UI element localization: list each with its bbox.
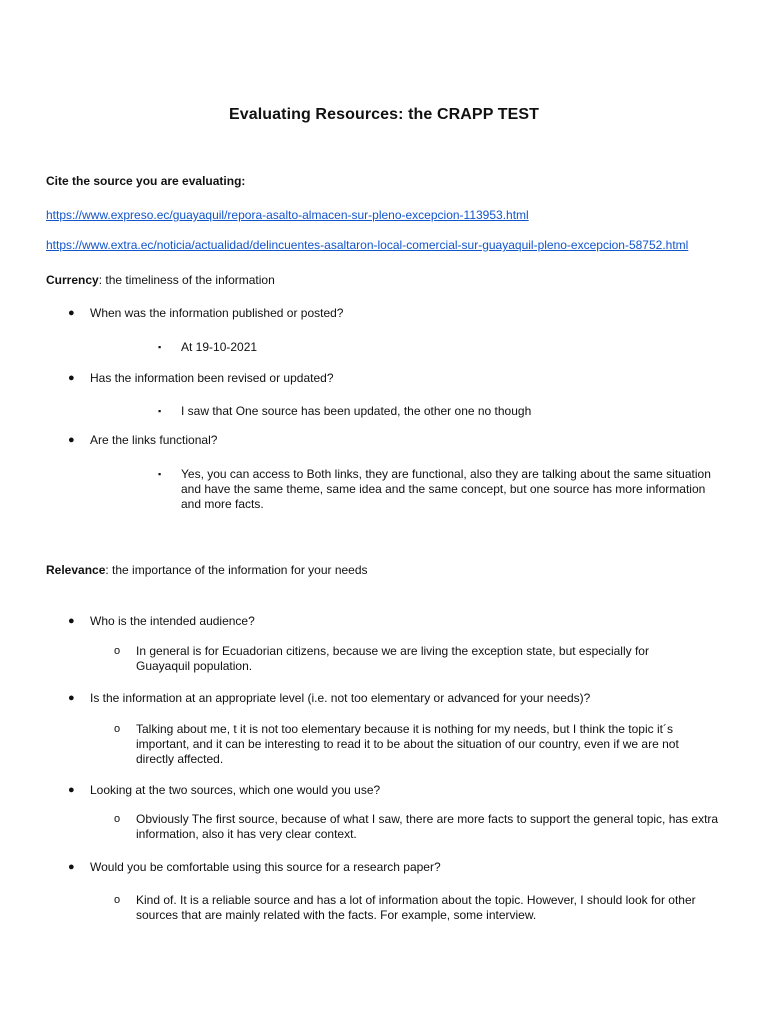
cite-label: Cite the source you are evaluating:: [46, 174, 246, 188]
relevance-label: Relevance: [46, 563, 106, 577]
currency-question-2: Has the information been revised or updated?: [90, 371, 334, 385]
circle-bullet-icon: o: [114, 894, 121, 906]
currency-question-3: Are the links functional?: [90, 433, 218, 447]
currency-question-1: When was the information published or posted?: [90, 306, 344, 320]
currency-heading: [46, 273, 275, 288]
circle-bullet-icon: o: [114, 813, 121, 825]
source-link-2[interactable]: https://www.extra.ec/noticia/actualidad/delincuentes-asaltaron-local-comercial-sur-guayaquil-pleno-excepcion-58752.html: [46, 238, 689, 252]
square-bullet-icon: ▪: [158, 469, 162, 479]
page-title: Evaluating Resources: the CRAPP TEST: [228, 106, 540, 123]
circle-bullet-icon: o: [114, 723, 121, 735]
relevance-question-1: Who is the intended audience?: [90, 614, 255, 628]
bullet-icon: ●: [68, 615, 75, 627]
currency-description: : the timeliness of the information: [98, 273, 275, 287]
square-bullet-icon: ▪: [158, 406, 162, 416]
currency-label: Currency: [46, 273, 99, 287]
bullet-icon: ●: [68, 434, 75, 446]
bullet-icon: ●: [68, 307, 75, 319]
bullet-icon: ●: [68, 692, 75, 704]
currency-answer-3: Yes, you can access to Both links, they are functional, also they are talking about the same situation and have the same theme, same idea and the same concept, but one source has more information and more facts.: [181, 467, 711, 511]
relevance-answer-2: Talking about me, t it is not too elementary because it is nothing for my needs, but I think the topic it´s important, and it can be interesting to read it to be about the situation of our country, even if we are not directly affected.: [136, 722, 679, 766]
currency-answer-2: I saw that One source has been updated, the other one no though: [181, 404, 532, 418]
relevance-heading: [46, 563, 368, 578]
relevance-answer-1: In general is for Ecuadorian citizens, because we are living the exception state, but especially for Guayaquil population.: [136, 644, 649, 673]
bullet-icon: ●: [68, 372, 75, 384]
bullet-icon: ●: [68, 861, 75, 873]
relevance-question-3: Looking at the two sources, which one would you use?: [90, 783, 381, 797]
source-link-1[interactable]: https://www.expreso.ec/guayaquil/repora-asalto-almacen-sur-pleno-excepcion-113953.html: [46, 208, 529, 222]
relevance-answer-4: Kind of. It is a reliable source and has a lot of information about the topic. However, I should look for other sources that are mainly related with the facts. For example, some interview.: [136, 893, 696, 922]
relevance-question-4: Would you be comfortable using this source for a research paper?: [90, 860, 441, 874]
currency-answer-1: At 19-10-2021: [181, 340, 258, 354]
bullet-icon: ●: [68, 784, 75, 796]
relevance-answer-3: Obviously The first source, because of what I saw, there are more facts to support the general topic, has extra information, also it has very clear context.: [136, 812, 719, 841]
relevance-question-2: Is the information at an appropriate level (i.e. not too elementary or advanced for your needs)?: [90, 691, 591, 705]
relevance-description: : the importance of the information for your needs: [105, 563, 368, 577]
circle-bullet-icon: o: [114, 645, 121, 657]
square-bullet-icon: ▪: [158, 342, 162, 352]
